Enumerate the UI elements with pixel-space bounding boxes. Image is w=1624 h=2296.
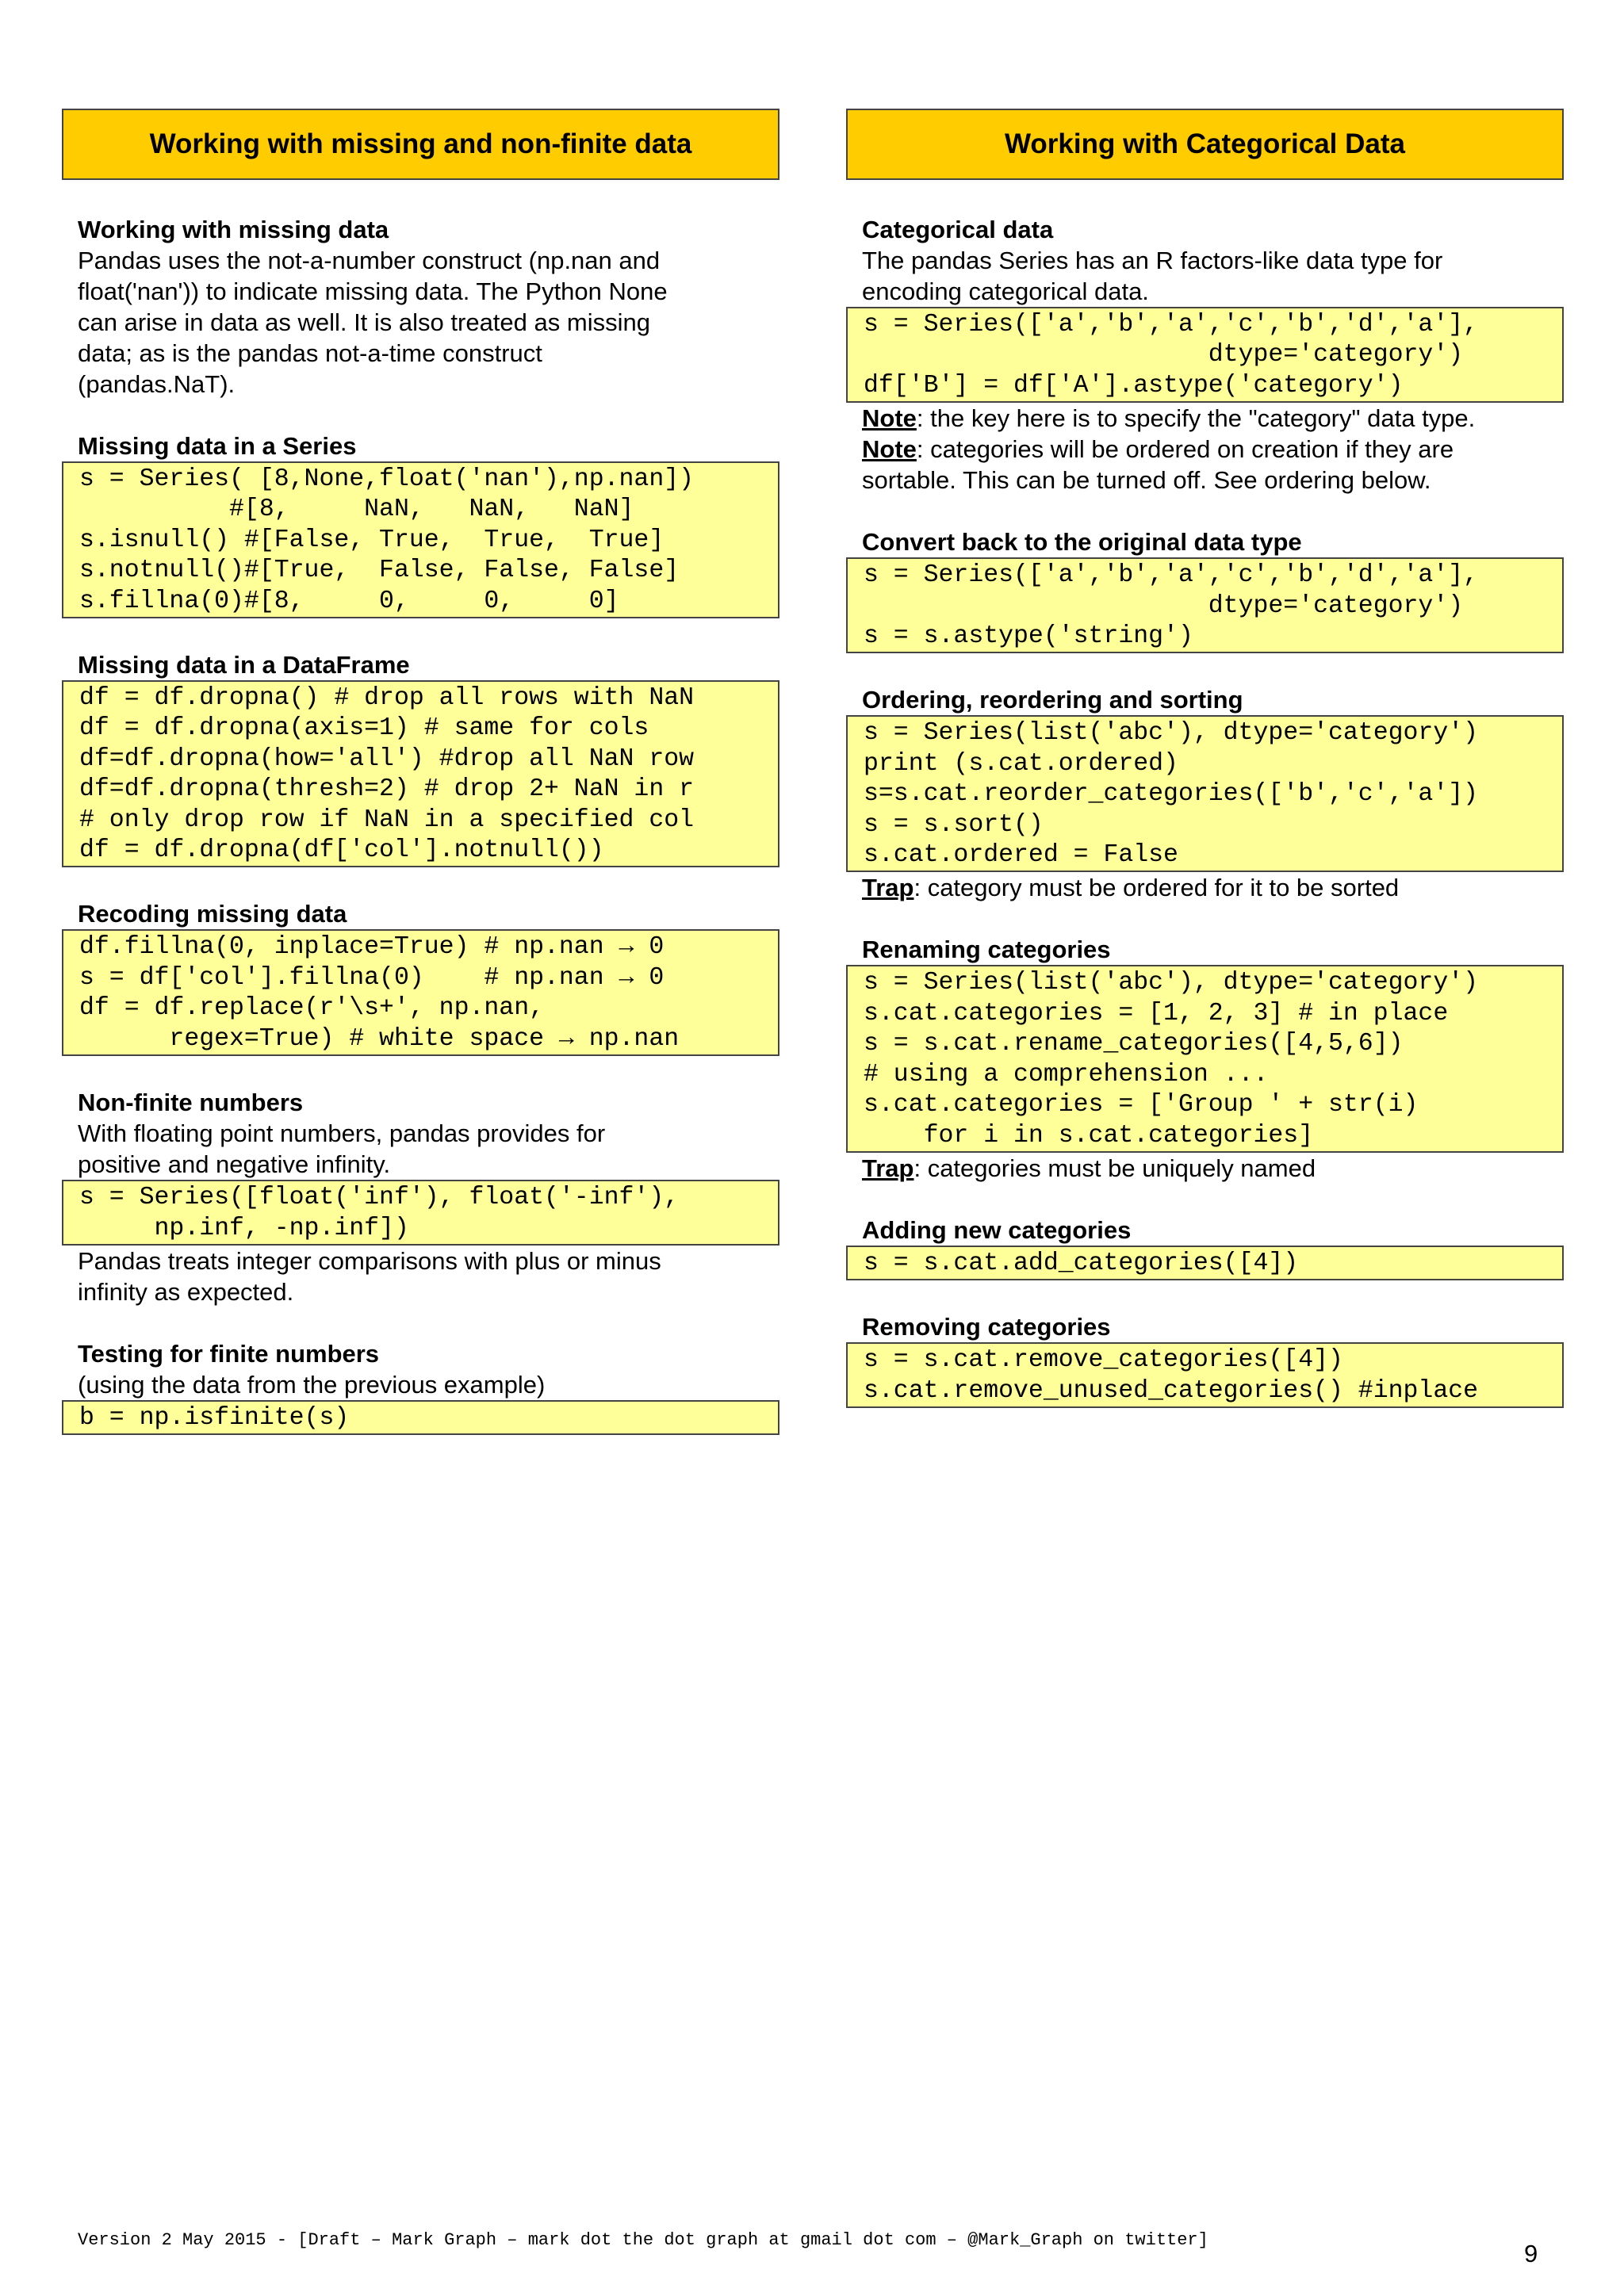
code-line: s=s.cat.reorder_categories(['b','c','a'])	[864, 780, 1479, 809]
trap-label: Trap	[862, 874, 914, 902]
page-number: 9	[1524, 2240, 1538, 2267]
right-column	[846, 109, 1564, 1408]
code-line: s = s.cat.add_categories([4])	[864, 1249, 1299, 1277]
section-categorical-data	[862, 214, 1564, 496]
paragraph-line: Pandas treats integer comparisons with plus or minus	[78, 1246, 661, 1275]
code-block	[62, 929, 779, 1056]
section-non-finite-numbers	[78, 1087, 779, 1307]
code-line: df=df.dropna(how='all') #drop all NaN row	[79, 744, 695, 773]
code-line: s.cat.remove_unused_categories() #inplace	[864, 1376, 1479, 1405]
code-line: s = s.sort()	[864, 810, 1044, 839]
note-label: Note	[862, 404, 917, 433]
code-line: s.fillna(0)#[8, 0, 0, 0]	[79, 587, 619, 615]
code-line: df.fillna(0, inplace=True) # np.nan → 0	[79, 933, 665, 962]
paragraph-line: Pandas uses the not-a-number construct (np.nan and	[78, 247, 661, 274]
section-convert-back	[862, 526, 1564, 653]
section-title: Missing data in a DataFrame	[78, 651, 410, 679]
section-title: Testing for finite numbers	[78, 1339, 380, 1368]
paragraph-line: data; as is the pandas not-a-time construct	[78, 339, 542, 367]
code-line: for i in s.cat.categories]	[864, 1121, 1314, 1150]
section-title: Categorical data	[862, 216, 1054, 243]
code-line: b = np.isfinite(s)	[79, 1403, 350, 1432]
code-line: s.cat.categories = [1, 2, 3] # in place	[864, 999, 1449, 1027]
code-line: s = Series(['a','b','a','c','b','d','a'],	[864, 561, 1479, 590]
trap-line	[862, 872, 1564, 903]
code-line: df = df.dropna(axis=1) # same for cols	[79, 714, 649, 743]
code-line: s = s.astype('string')	[864, 622, 1193, 651]
code-line: s.cat.categories = ['Group ' + str(i)	[864, 1091, 1419, 1119]
code-line: s = Series(['a','b','a','c','b','d','a'],	[864, 311, 1479, 339]
code-block	[62, 680, 779, 867]
section-header-missing-data: Working with missing and non-finite data	[62, 109, 779, 180]
section-title: Adding new categories	[862, 1215, 1132, 1244]
section-missing-data-dataframe	[78, 649, 779, 867]
code-line: s = Series([float('inf'), float('-inf'),	[79, 1184, 680, 1212]
trap-line	[862, 1153, 1564, 1184]
trap-text: : category must be ordered for it to be sorted	[914, 874, 1400, 902]
code-line: s = Series( [8,None,float('nan'),np.nan])	[79, 465, 695, 493]
code-line: # only drop row if NaN in a specified col	[79, 806, 695, 834]
code-line: #[8, NaN, NaN, NaN]	[79, 496, 634, 524]
code-line: s = df['col'].fillna(0) # np.nan → 0	[79, 963, 665, 992]
section-working-with-missing-data	[78, 214, 779, 400]
note-line	[862, 403, 1564, 434]
note-text: : categories will be ordered on creation if they are	[916, 435, 1454, 464]
section-testing-finite-numbers	[78, 1338, 779, 1435]
trap-text: : categories must be uniquely named	[914, 1154, 1316, 1182]
code-block	[62, 461, 779, 618]
section-adding-categories	[862, 1215, 1564, 1280]
code-block	[62, 1400, 779, 1435]
section-title: Ordering, reordering and sorting	[862, 686, 1243, 714]
section-ordering	[862, 684, 1564, 903]
code-line: print (s.cat.ordered)	[864, 749, 1178, 778]
section-title: Missing data in a Series	[78, 432, 357, 460]
section-title: Recoding missing data	[78, 900, 347, 928]
code-line: s = Series(list('abc'), dtype='category')	[864, 719, 1479, 748]
code-line: df=df.dropna(thresh=2) # drop 2+ NaN in r	[79, 775, 695, 804]
code-line: df['B'] = df['A'].astype('category')	[864, 371, 1404, 400]
paragraph-line: float('nan')) to indicate missing data. The Python None	[78, 277, 668, 305]
section-title: Renaming categories	[862, 936, 1111, 964]
section-removing-categories	[862, 1311, 1564, 1408]
paragraph-line: (using the data from the previous example)	[78, 1370, 546, 1399]
code-line: s = Series(list('abc'), dtype='category')	[864, 969, 1479, 997]
section-title: Non-finite numbers	[78, 1089, 304, 1117]
section-title: Working with missing data	[78, 216, 389, 243]
section-recoding-missing-data	[78, 898, 779, 1056]
paragraph-line: (pandas.NaT).	[78, 370, 236, 398]
paragraph-line: sortable. This can be turned off. See ordering below.	[862, 466, 1431, 495]
note-line	[862, 434, 1564, 465]
code-block	[62, 1180, 779, 1246]
paragraph-line: With floating point numbers, pandas provides for	[78, 1119, 606, 1148]
paragraph-line: can arise in data as well. It is also treated as missing	[78, 308, 650, 336]
code-block	[846, 557, 1564, 653]
section-renaming-categories	[862, 934, 1564, 1183]
note-label: Note	[862, 435, 917, 464]
code-line: dtype='category')	[864, 341, 1464, 369]
section-missing-data-series	[78, 430, 779, 618]
paragraph-line: The pandas Series has an R factors-like data type for	[862, 247, 1443, 274]
code-line: s.isnull() #[False, True, True, True]	[79, 526, 665, 554]
code-block	[846, 965, 1564, 1152]
paragraph-line: encoding categorical data.	[862, 277, 1149, 305]
code-block	[846, 307, 1564, 403]
page-footer: Version 2 May 2015 - [Draft – Mark Graph – mark dot the dot graph at gmail dot com – @Mark_Graph on twitter]	[78, 2230, 1208, 2250]
code-line: s = s.cat.remove_categories([4])	[864, 1346, 1343, 1375]
code-line: s.cat.ordered = False	[864, 841, 1178, 870]
code-line: # using a comprehension ...	[864, 1060, 1269, 1089]
code-line: regex=True) # white space → np.nan	[79, 1024, 680, 1053]
code-line: s = s.cat.rename_categories([4,5,6])	[864, 1030, 1404, 1058]
code-block	[846, 1246, 1564, 1280]
code-line: np.inf, -np.inf])	[79, 1214, 409, 1242]
code-line: dtype='category')	[864, 591, 1464, 620]
paragraph-line: infinity as expected.	[78, 1277, 294, 1306]
trap-label: Trap	[862, 1154, 914, 1182]
code-line: s.notnull()#[True, False, False, False]	[79, 557, 680, 585]
section-header-categorical-data: Working with Categorical Data	[846, 109, 1564, 180]
code-block	[846, 1342, 1564, 1408]
note-text: : the key here is to specify the "category" data type.	[916, 404, 1476, 433]
code-line: df = df.replace(r'\s+', np.nan,	[79, 994, 544, 1023]
code-block	[846, 715, 1564, 872]
section-title: Removing categories	[862, 1313, 1111, 1341]
code-line: df = df.dropna(df['col'].notnull())	[79, 836, 604, 865]
left-column	[62, 109, 779, 1435]
code-line: df = df.dropna() # drop all rows with NaN	[79, 684, 695, 713]
paragraph-line: positive and negative infinity.	[78, 1150, 391, 1179]
section-title: Convert back to the original data type	[862, 528, 1302, 557]
